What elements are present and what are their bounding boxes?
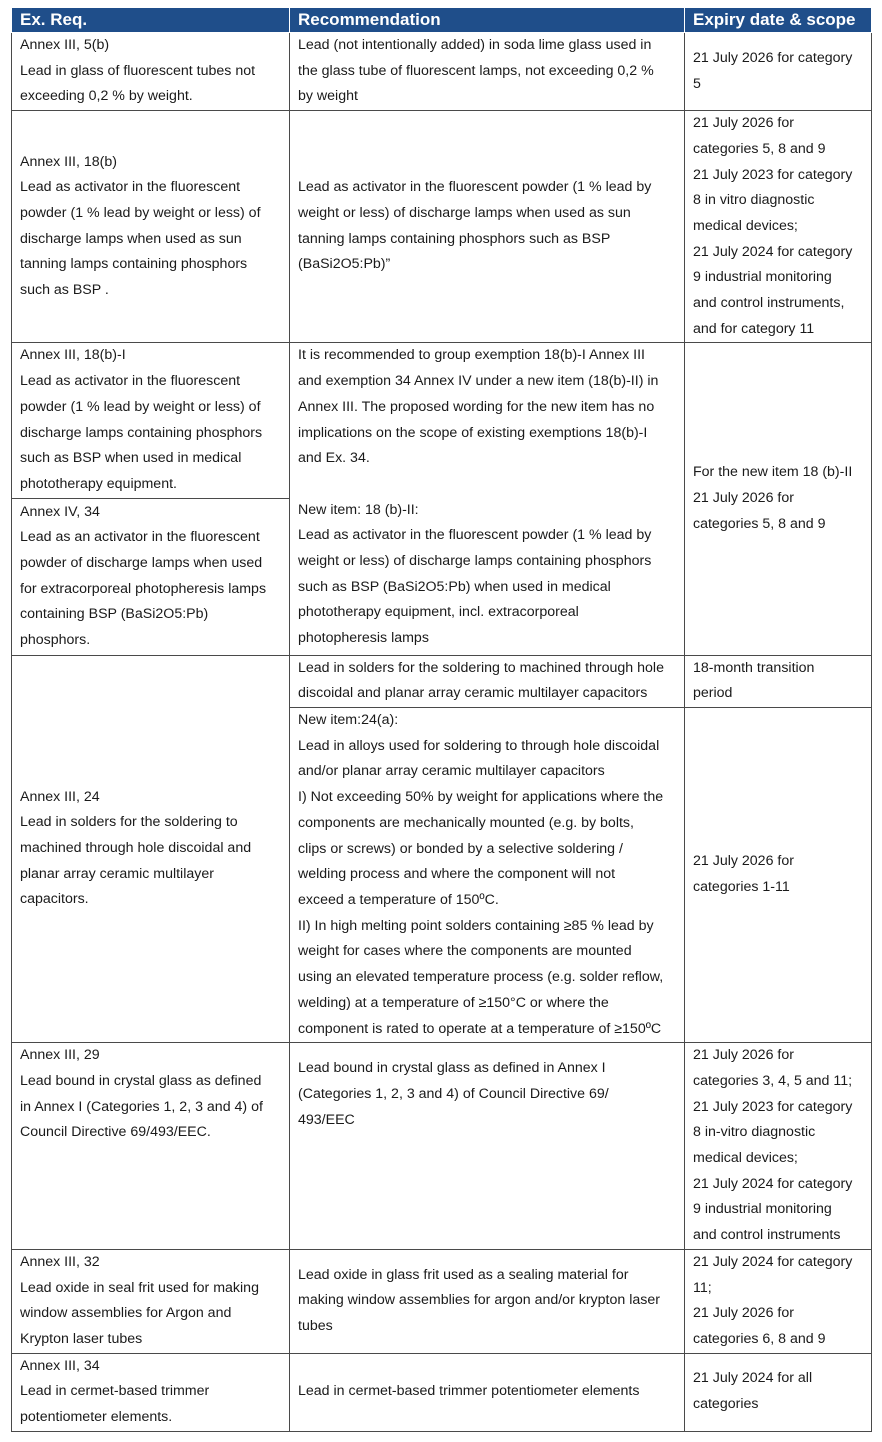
cell-line: 21 July 2026 for [693,853,794,870]
cell-line: Annex III, 18(b) [20,153,117,170]
cell-line: tanning lamps containing phosphors [20,256,248,273]
cell-line: Lead as activator in the fluorescent [20,179,241,196]
cell-line: for extracorporeal photopheresis lamps [20,580,267,597]
expiry-cell [685,33,872,111]
cell-line: 5 [693,75,701,92]
cell-line: in Annex I (Categories 1, 2, 3 and 4) of [20,1098,263,1115]
expiry-cell [685,655,872,707]
cell-line: powder (1 % lead by weight or less) of [20,205,261,222]
cell-line: I) Not exceeding 50% by weight for applications where the [298,789,664,806]
cell-line: and exemption 34 Annex IV under a new item (18(b)-II) in [298,373,659,390]
cell-line: weight for cases where the components are mounted [298,943,632,960]
cell-line: categories 3, 4, 5 and 11; [693,1072,853,1089]
cell-line: For the new item 18 (b)-II [693,464,853,481]
cell-line: containing BSP (BaSi2O5:Pb) [20,606,209,623]
expiry-cell [685,343,872,655]
ex-req-cell [12,111,290,343]
cell-line: 21 July 2026 for [693,1305,794,1322]
recommendation-cell [290,1353,685,1431]
recommendation-cell [290,111,685,343]
ex-req-cell [12,1353,290,1431]
cell-line: categories 5, 8 and 9 [693,515,826,532]
cell-line: categories 6, 8 and 9 [693,1330,826,1347]
header-expiry: Expiry date & scope [685,8,872,33]
table-row [12,655,872,707]
ex-req-cell [12,498,290,655]
cell-line: categories 1-11 [693,879,790,896]
header-ex-req: Ex. Req. [12,8,290,33]
cell-line: discharge lamps containing phosphors [20,424,263,441]
cell-line: It is recommended to group exemption 18(b)-I Annex III [298,347,645,364]
ex-req-cell [12,1043,290,1250]
table-row [12,1043,872,1250]
cell-line: 18-month transition [693,659,815,676]
cell-line: and control instruments, [693,295,845,312]
cell-line: powder (1 % lead by weight or less) of [20,398,261,415]
cell-line: by weight [298,88,358,105]
recommendation-cell [290,708,685,1043]
cell-line: Lead as an activator in the fluorescent [20,529,260,546]
cell-line: Annex III, 24 [20,788,100,805]
cell-line: medical devices; [693,217,798,234]
cell-line: 21 July 2024 for all [693,1370,813,1387]
recommendation-cell [290,1043,685,1250]
cell-line: 21 July 2026 for [693,490,794,507]
table-row [12,33,872,111]
cell-line: Lead oxide in seal frit used for making [20,1279,259,1296]
cell-line: exceeding 0,2 % by weight. [20,88,193,105]
cell-line: 21 July 2024 for category [693,1253,853,1270]
cell-line: 9 industrial monitoring [693,1201,832,1218]
table-row [12,1353,872,1431]
cell-line: categories 5, 8 and 9 [693,140,826,157]
cell-line: implications on the scope of existing exemptions 18(b)-I [298,424,648,441]
cell-line: phototherapy equipment. [20,475,177,492]
cell-line: 21 July 2023 for category [693,166,853,183]
cell-line: period [693,685,733,702]
cell-line: 21 July 2024 for category [693,1175,853,1192]
cell-line: Annex IV, 34 [20,503,100,520]
table-row [12,1249,872,1353]
expiry-cell [685,1353,872,1431]
cell-line: New item:24(a): [298,712,399,729]
cell-line: Annex III, 5(b) [20,37,110,53]
cell-line: photopheresis lamps [298,630,429,647]
cell-line: such as BSP when used in medical [20,450,242,467]
cell-line: 8 in-vitro diagnostic [693,1124,816,1141]
cell-line: Annex III, 18(b)-I [20,347,126,364]
cell-line: 21 July 2026 for category [693,49,853,66]
cell-line: Lead bound in crystal glass as defined in Annex I [298,1060,606,1077]
cell-line: Annex III, 32 [20,1253,100,1270]
cell-line: and for category 11 [693,320,815,337]
cell-line: Annex III, 29 [20,1047,100,1064]
cell-line: Lead in solders for the soldering to machined through hole [298,659,664,676]
expiry-cell [685,708,872,1043]
cell-line: Annex III. The proposed wording for the new item has no [298,398,655,415]
table-row [12,343,872,498]
ex-req-cell [12,1249,290,1353]
cell-line: 11; [693,1279,712,1296]
cell-line: discharge lamps when used as sun [20,230,242,247]
cell-line: Lead as activator in the fluorescent powder (1 % lead by [298,527,652,544]
exemptions-table [11,7,872,1432]
cell-line: Lead as activator in the fluorescent [20,373,241,390]
cell-line: window assemblies for Argon and [20,1305,232,1322]
cell-line: Lead in cermet-based trimmer [20,1383,210,1400]
cell-line: machined through hole discoidal and [20,840,252,857]
cell-line: exceed a temperature of 150ºC. [298,891,499,908]
cell-line: weight or less) of discharge lamps when used as sun [298,205,631,222]
cell-line: the glass tube of fluorescent lamps, not exceeding 0,2 % [298,62,654,79]
cell-line: welding process and where the component will not [298,866,616,883]
cell-line: and Ex. 34. [298,450,370,467]
cell-line: New item: 18 (b)-II: [298,501,419,518]
cell-line: weight or less) of discharge lamps containing phosphors [298,553,652,570]
cell-line: Lead bound in crystal glass as defined [20,1072,262,1089]
cell-line: (BaSi2O5:Pb)” [298,256,391,273]
cell-line: tubes [298,1318,333,1335]
cell-line: Krypton laser tubes [20,1330,143,1347]
cell-line: 9 industrial monitoring [693,269,832,286]
cell-line: phototherapy equipment, incl. extracorporeal [298,604,579,621]
cell-line: welding) at a temperature of ≥150°C or where the [298,994,609,1011]
expiry-cell [685,1249,872,1353]
cell-line: Council Directive 69/493/EEC. [20,1124,211,1141]
cell-line: using an elevated temperature process (e.g. solder reflow, [298,969,664,986]
cell-line: Lead (not intentionally added) in soda lime glass used in [298,37,652,53]
recommendation-cell [290,655,685,707]
cell-line: phosphors. [20,632,91,649]
cell-line: Lead oxide in glass frit used as a sealing material for [298,1266,629,1283]
cell-line: 21 July 2026 for [693,115,794,132]
recommendation-group-text [298,343,676,472]
cell-line: and control instruments [693,1227,841,1244]
cell-line: Lead in cermet-based trimmer potentiometer elements [298,1383,640,1400]
cell-line: Lead in solders for the soldering to [20,814,238,831]
cell-line: categories [693,1396,759,1413]
header-row [12,8,872,33]
cell-line: making window assemblies for argon and/or krypton laser [298,1292,660,1309]
cell-line: discoidal and planar array ceramic multilayer capacitors [298,685,648,702]
cell-line: 493/EEC [298,1111,355,1128]
cell-line: tanning lamps containing phosphors such as BSP [298,230,611,247]
cell-line: Lead in glass of fluorescent tubes not [20,62,256,79]
cell-line: II) In high melting point solders containing ≥85 % lead by [298,917,654,934]
header-recommendation: Recommendation [290,8,685,33]
expiry-cell [685,111,872,343]
cell-line: Lead as activator in the fluorescent powder (1 % lead by [298,179,652,196]
cell-line: (Categories 1, 2, 3 and 4) of Council Directive 69/ [298,1085,609,1102]
cell-line: 21 July 2024 for category [693,243,853,260]
recommendation-cell [290,1249,685,1353]
cell-line: capacitors. [20,891,89,908]
cell-line: potentiometer elements. [20,1409,173,1426]
cell-line: component is rated to operate at a temperature of ≥150ºC [298,1020,662,1037]
cell-line: and/or planar array ceramic multilayer capacitors [298,763,605,780]
ex-req-cell [12,33,290,111]
cell-line: 21 July 2023 for category [693,1098,853,1115]
recommendation-cell [290,33,685,111]
cell-line: such as BSP . [20,282,109,299]
table-row [12,111,872,343]
cell-line: such as BSP (BaSi2O5:Pb) when used in medical [298,578,611,595]
recommendation-new-item-text [298,498,676,652]
expiry-cell [685,1043,872,1250]
ex-req-cell [12,655,290,1043]
cell-line: planar array ceramic multilayer [20,865,214,882]
cell-line: clips or screws) or bonded by a selective soldering / [298,840,623,857]
cell-line: powder of discharge lamps when used [20,554,263,571]
cell-line: 21 July 2026 for [693,1047,794,1064]
ex-req-cell [12,343,290,498]
cell-line: components are mechanically mounted (e.g. by bolts, [298,814,634,831]
cell-line: medical devices; [693,1150,798,1167]
cell-line: Annex III, 34 [20,1357,100,1374]
cell-line: Lead in alloys used for soldering to through hole discoidal [298,737,660,754]
cell-line: 8 in vitro diagnostic [693,192,815,209]
recommendation-cell [290,343,685,655]
